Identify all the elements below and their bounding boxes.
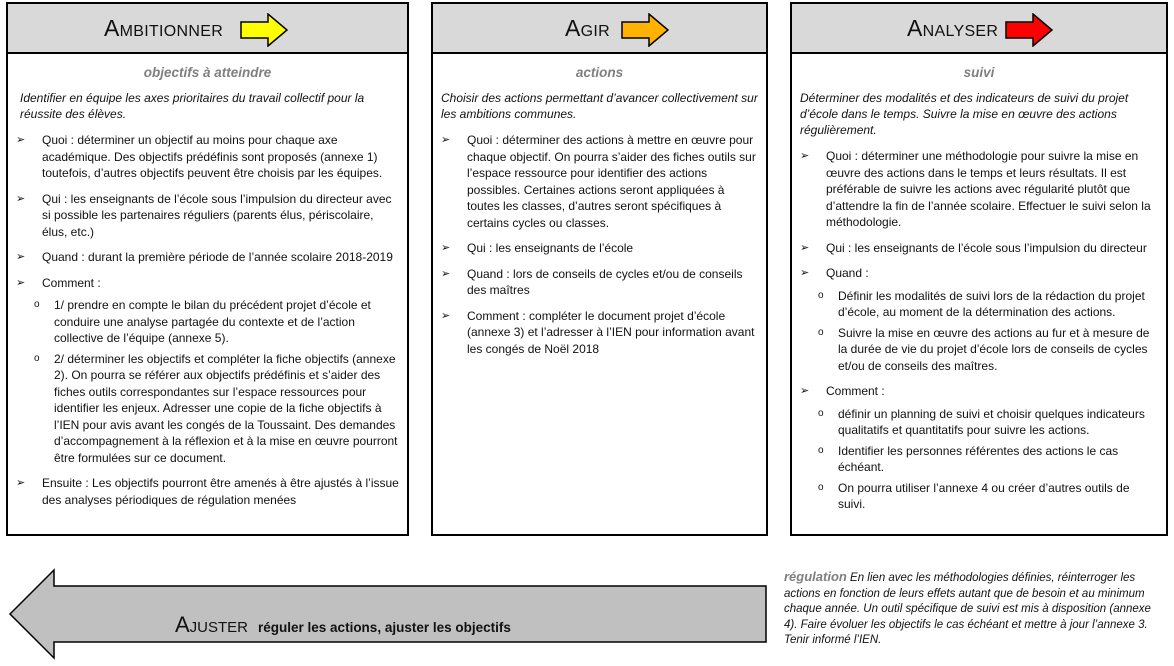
column-body [431, 54, 768, 536]
sub-list-item: o Identifier les personnes référentes des actions le cas échéant. [818, 443, 1119, 474]
item-list [800, 148, 1158, 513]
arrow-bullet-icon: ➢ [800, 267, 810, 279]
arrow-bullet-icon: ➢ [441, 267, 451, 280]
arrow-bullet-icon: ➢ [800, 150, 810, 162]
sub-list [34, 297, 399, 466]
arrow-bullet-icon: ➢ [800, 385, 810, 397]
sub-list [818, 288, 1158, 375]
column-subtitle: objectifs à atteindre [143, 65, 272, 80]
circle-bullet-icon: o [818, 481, 824, 493]
column-title: Analyser [907, 14, 999, 41]
list-item: ➢ Comment : o 1/ prendre en compte le bilan du précédent projet d’école et conduire une analyse partagée du contexte et de l’action collective de l’équipe (annexe 5). o 2/ déterminer les objectifs et compléter la fiche objectifs (annexe 2). On pourra se référer aux objectifs prédéfinis et s’aider des fiches outils correspondantes sur l’espace ressources pour identifier les enjeux. Adresser une copie de la fiche objectifs à l’IEN pour avis avant les congés de la Toussaint. Des demandes d’accompagnement à la réflexion et à la mise en œuvre pourront être formulées sur ce document. [16, 275, 398, 465]
circle-bullet-icon: o [34, 299, 40, 310]
arrow-bullet-icon: ➢ [441, 242, 451, 254]
arrow-bullet-icon: ➢ [800, 241, 810, 254]
column-intro: Déterminer des modalités et des indicateurs de suivi du projet d’école dans le temps. Suivre la mise en œuvre des actions régulièrement. [800, 91, 1129, 137]
list-item: ➢ Comment : o définir un planning de suivi et choisir quelques indicateurs qualitatifs et quantitatifs pour suivre les actions. o Identifier les personnes référentes des actions le cas échéant. o On pourra utiliser l’annexe 4 ou créer d’autres outils de suivi. [800, 383, 1158, 513]
list-item: ➢ Quoi : déterminer un objectif au moins pour chaque axe académique. Des objectifs prédéfinis sont proposés (annexe 1) toutefois, d’autres objectifs peuvent être choisis par les équipes. [16, 133, 383, 180]
list-item: ➢ Comment : compléter le document projet d’école (annexe 3) et l’adresser à l’IEN pour information avant les congés de Noël 2018 [441, 308, 755, 356]
column-intro: Identifier en équipe les axes prioritaires du travail collectif pour la réussite des élèves. [20, 91, 365, 121]
list-item: ➢ Quand : o Définir les modalités de suivi lors de la rédaction du projet d’école, au moment de la détermination des actions. o Suivre la mise en œuvre des actions au fur et à mesure de la durée de vie du projet d’école lors de conseils de cycles et/ou de conseils des maîtres. [800, 265, 1158, 374]
circle-bullet-icon: o [818, 289, 824, 301]
circle-bullet-icon: o [818, 326, 824, 338]
column-ambitionner [6, 2, 409, 536]
column-subtitle: suivi [963, 65, 995, 80]
list-item: ➢ Qui : les enseignants de l’école sous l’impulsion du directeur [800, 240, 1147, 255]
column-header [790, 2, 1168, 54]
column-agir [431, 2, 768, 536]
list-item: ➢ Quand : durant la première période de l’année scolaire 2018-2019 [16, 250, 393, 264]
adjust-subtitle: réguler les actions, ajuster les objectifs [258, 620, 511, 635]
regulation-note [784, 569, 1164, 649]
item-list [441, 132, 758, 357]
column-analyser [790, 2, 1168, 536]
right-arrow-icon [1005, 13, 1053, 47]
item-list [16, 132, 399, 508]
list-item: ➢ Qui : les enseignants de l’école sous l’impulsion du directeur avec si possible les partenaires réguliers (parents élus, périscolaire, élus, etc.) [16, 191, 392, 239]
adjust-title: Ajuster [175, 612, 249, 637]
arrow-bullet-icon: ➢ [16, 477, 26, 489]
regulation-label: régulation [784, 569, 847, 584]
column-subtitle: actions [575, 65, 624, 80]
right-arrow-icon [240, 13, 288, 47]
sub-list-item: o 2/ déterminer les objectifs et compléter la fiche objectifs (annexe 2). On pourra se référer aux objectifs prédéfinis et s’aider des fiches outils correspondantes sur l’espace ressources pour identifier les enjeux. Adresser une copie de la fiche objectifs à l’IEN pour avis avant les congés de la Toussaint. Des demandes d’accompagnement à la réflexion et à la mise en œuvre pourront être formulées sur ce document. [34, 351, 398, 465]
list-item: ➢ Qui : les enseignants de l’école [441, 241, 634, 255]
circle-bullet-icon: o [818, 444, 824, 456]
sub-list [818, 406, 1158, 513]
sub-list-item: o 1/ prendre en compte le bilan du précédent projet d’école et conduire une analyse partagée du contexte et de l’action collective de l’équipe (annexe 5). [34, 298, 371, 345]
column-intro: Choisir des actions permettant d’avancer collectivement sur les ambitions communes. [441, 91, 758, 121]
circle-bullet-icon: o [818, 407, 824, 419]
sub-list-item: o définir un planning de suivi et choisir quelques indicateurs qualitatifs et quantitatifs pour suivre les actions. [818, 406, 1145, 437]
column-title: Ambitionner [104, 14, 224, 41]
adjust-label [175, 612, 511, 638]
arrow-bullet-icon: ➢ [441, 309, 451, 322]
column-body [6, 54, 409, 536]
right-arrow-icon [621, 13, 669, 47]
arrow-bullet-icon: ➢ [16, 192, 26, 205]
column-header [431, 2, 768, 54]
sub-list-item: o On pourra utiliser l’annexe 4 ou créer d’autres outils de suivi. [818, 480, 1130, 511]
arrow-bullet-icon: ➢ [441, 134, 451, 146]
arrow-bullet-icon: ➢ [16, 276, 26, 289]
list-item: ➢ Quoi : déterminer des actions à mettre en œuvre pour chaque objectif. On pourra s’aider des fiches outils sur l’espace ressource pour identifier des actions possibles. Certaines actions seront appliquées à toutes les classes, d’autres seront spécifiques à certains cycles ou classes. [441, 133, 756, 230]
list-item: ➢ Ensuite : Les objectifs pourront être amenés à être ajustés à l’issue des analyses périodiques de régulation menées [16, 476, 399, 507]
list-item: ➢ Quoi : déterminer une méthodologie pour suivre la mise en œuvre des actions dans le temps et leurs résultats. Il est préférable de suivre les actions avec régularité plutôt que d’attendre la fin de l’année scolaire. Effectuer le suivi selon la méthodologie. [800, 149, 1151, 229]
sub-list-item: o Définir les modalités de suivi lors de la rédaction du projet d’école, au moment de la détermination des actions. [818, 288, 1145, 319]
sub-list-item: o Suivre la mise en œuvre des actions au fur et à mesure de la durée de vie du projet d’école lors de conseils de cycles et/ou de conseils des maîtres. [818, 325, 1150, 373]
arrow-bullet-icon: ➢ [16, 134, 26, 146]
regulation-text: En lien avec les méthodologies définies, réinterroger les actions en fonction de leurs effets autant que de besoin et au minimum chaque année. Un outil spécifique de suivi est mis à disposition (annexe 4). Faire évoluer les objectifs le cas échéant et mettre à jour l’annexe 3. Tenir informé l’IEN. [784, 572, 1151, 646]
column-body [790, 54, 1168, 536]
circle-bullet-icon: o [34, 352, 40, 364]
list-item: ➢ Quand : lors de conseils de cycles et/ou de conseils des maîtres [441, 266, 743, 297]
arrow-bullet-icon: ➢ [16, 251, 26, 263]
column-header [6, 2, 409, 54]
column-title: Agir [565, 14, 610, 41]
